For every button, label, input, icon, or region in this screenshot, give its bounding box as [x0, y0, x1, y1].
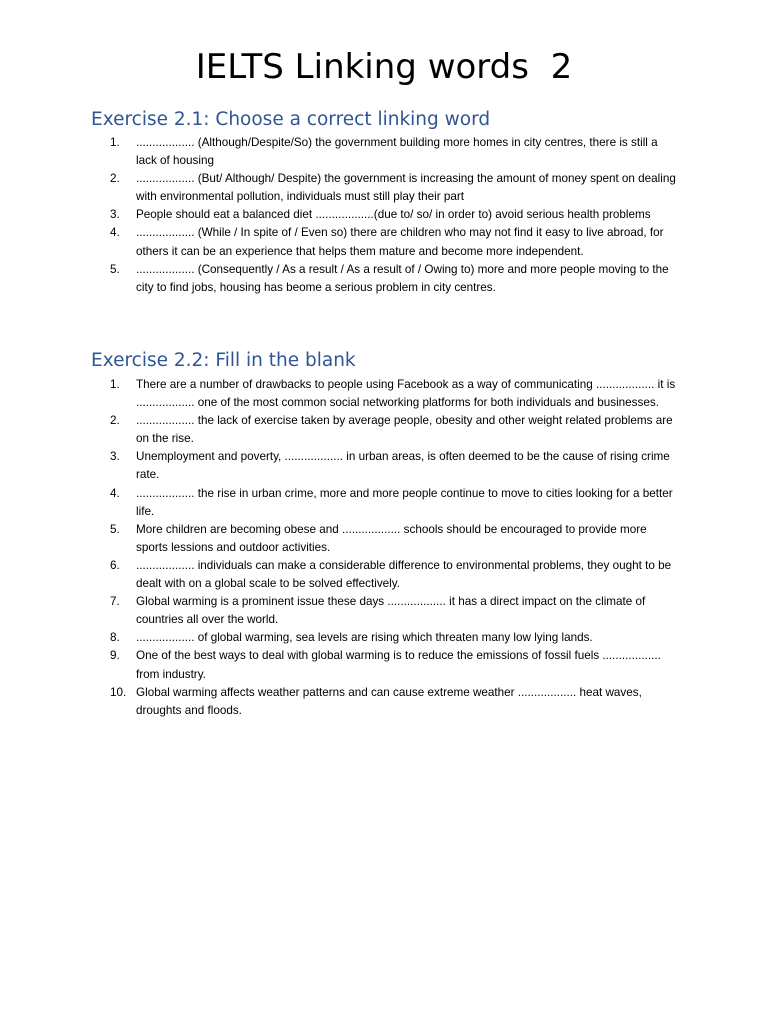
item-number: 3. — [110, 450, 120, 464]
item-text: .................. (While / In spite of / Even so) there are children who may not find it easy to live abroad, for others it can be an experience that helps them mature and become more independent. — [136, 226, 664, 258]
item-text: .................. the lack of exercise taken by average people, obesity and other weight related problems are on the rise. — [136, 414, 673, 446]
item-text: .................. of global warming, sea levels are rising which threaten many low lying lands. — [136, 631, 593, 645]
list-item — [0, 170, 676, 206]
item-text: .................. the rise in urban crime, more and more people continue to move to cities looking for a better life. — [136, 486, 673, 518]
exercise-2-2-heading: Exercise 2.2: Fill in the blank — [91, 350, 356, 371]
item-number: 7. — [110, 595, 120, 609]
item-text: Global warming is a prominent issue these days .................. it has a direct impact on the climate of countries all over the world. — [136, 595, 646, 627]
item-number: 1. — [110, 136, 120, 149]
item-number: 9. — [110, 649, 120, 663]
list-item — [0, 647, 676, 683]
list-item — [0, 261, 676, 297]
page-title: IELTS Linking words 2 — [195, 47, 573, 87]
item-number: 1. — [110, 378, 120, 391]
list-item — [0, 412, 676, 448]
item-text: .................. (But/ Although/ Despite) the government is increasing the amount of money spent on dealing with environmental pollution, individuals must still play their part — [136, 172, 676, 204]
list-item — [0, 629, 676, 647]
list-item — [0, 448, 676, 484]
item-text: More children are becoming obese and .................. schools should be encouraged to provide more sports lessions and outdoor activities. — [136, 522, 647, 554]
item-number: 2. — [110, 414, 120, 428]
list-item — [0, 376, 676, 412]
item-text: .................. individuals can make a considerable difference to environmental problems, they ought to be dealt with on a global scale to be solved effectively. — [136, 558, 672, 591]
exercise-2-1-list — [0, 134, 676, 297]
list-item — [0, 485, 676, 521]
item-number: 3. — [110, 208, 120, 222]
list-item — [0, 557, 676, 593]
item-number: 5. — [110, 522, 120, 536]
list-item — [0, 206, 676, 224]
item-number: 4. — [110, 226, 120, 240]
item-text: .................. (Consequently / As a result / As a result of / Owing to) more and more people moving to the city to find jobs, housing has beome a serious problem in city centres. — [136, 262, 669, 294]
item-text: Unemployment and poverty, .................. in urban areas, is often deemed to be the cause of rising crime rate. — [136, 450, 670, 482]
item-number: 4. — [110, 486, 120, 500]
item-text: There are a number of drawbacks to people using Facebook as a way of communicating .................. it is .................. one of the most common social networking platforms for both individuals and businesses. — [136, 378, 676, 410]
item-text: .................. (Although/Despite/So) the government building more homes in city centres, there is still a lack of housing — [136, 136, 658, 168]
list-item — [0, 593, 676, 629]
list-item — [0, 224, 676, 260]
list-item — [0, 134, 676, 170]
item-text: One of the best ways to deal with global warming is to reduce the emissions of fossil fuels .................. from industry. — [136, 649, 661, 681]
item-number: 10. — [110, 685, 127, 699]
item-number: 6. — [110, 558, 120, 572]
item-text: Global warming affects weather patterns and can cause extreme weather .................. heat waves, droughts and floods. — [136, 685, 642, 717]
list-item — [0, 684, 676, 720]
exercise-2-1-heading: Exercise 2.1: Choose a correct linking word — [91, 109, 491, 130]
list-item — [0, 521, 676, 557]
item-number: 5. — [110, 262, 120, 276]
item-text: People should eat a balanced diet ..................(due to/ so/ in order to) avoid serious health problems — [136, 208, 651, 222]
item-number: 2. — [110, 172, 120, 186]
item-number: 8. — [110, 631, 120, 645]
exercise-2-2-list — [0, 376, 676, 720]
